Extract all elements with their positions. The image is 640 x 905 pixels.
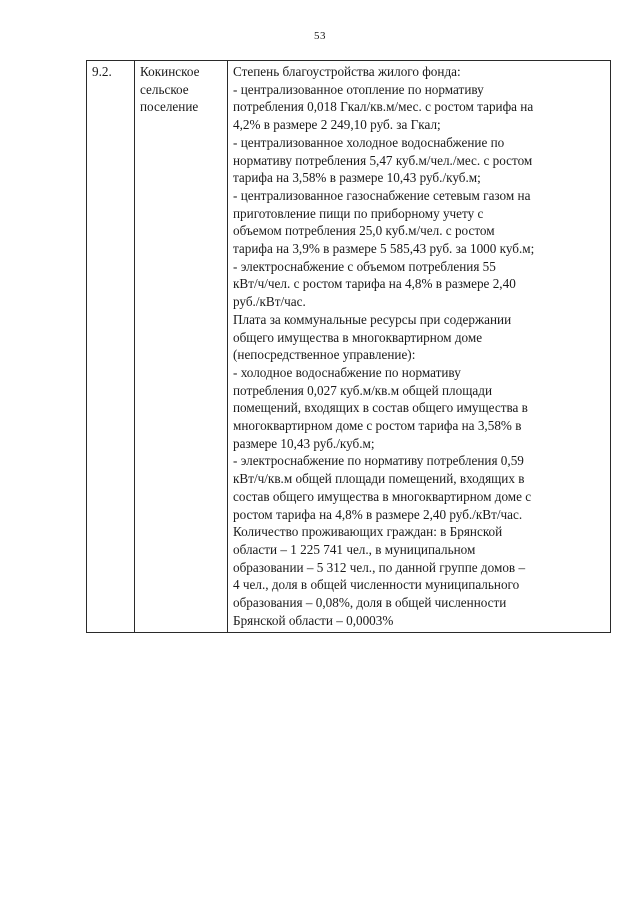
description-line: - централизованное газоснабжение сетевым газом на xyxy=(233,187,531,203)
description-line: - централизованное холодное водоснабжение по xyxy=(233,134,505,150)
description-line: - электроснабжение по нормативу потребления 0,59 xyxy=(233,453,524,469)
description-line: - электроснабжение с объемом потребления 55 xyxy=(233,258,496,274)
description-line: 4 чел., доля в общей численности муниципального xyxy=(233,577,520,593)
description-line: Количество проживающих граждан: в Брянской xyxy=(233,524,503,540)
description-line: потребления 0,018 Гкал/кв.м/мес. с ростом тарифа на xyxy=(233,99,534,115)
row-number: 9.2. xyxy=(92,64,112,79)
description-line: кВт/ч/чел. с ростом тарифа на 4,8% в размере 2,40 xyxy=(233,276,516,292)
description-cell xyxy=(228,61,611,633)
description-line: общего имущества в многоквартирном доме xyxy=(233,329,483,345)
description-line: приготовление пищи по приборному учету с xyxy=(233,205,484,221)
settlement-name-cell xyxy=(135,61,228,633)
settlement-name-line: Кокинское xyxy=(140,64,200,79)
description-line: тарифа на 3,9% в размере 5 585,43 руб. за 1000 куб.м; xyxy=(233,241,535,257)
description-line: - централизованное отопление по нормативу xyxy=(233,81,484,97)
description-line: нормативу потребления 5,47 куб.м/чел./мес. с ростом xyxy=(233,152,533,168)
description-line: образования – 0,08%, доля в общей численности xyxy=(233,595,507,611)
settlement-name-line: поселение xyxy=(140,99,199,115)
description-line: состав общего имущества в многоквартирном доме с xyxy=(233,488,532,504)
settlement-name-line: сельское xyxy=(140,81,189,97)
page-number: 53 xyxy=(314,30,326,42)
description-line: руб./кВт/час. xyxy=(233,294,306,310)
description-line: размере 10,43 руб./куб.м; xyxy=(233,435,375,451)
description-line: тарифа на 3,58% в размере 10,43 руб./куб.м; xyxy=(233,170,481,186)
description-line: области – 1 225 741 чел., в муниципальном xyxy=(233,541,476,557)
description-line: потребления 0,027 куб.м/кв.м общей площади xyxy=(233,382,493,398)
description-line: ростом тарифа на 4,8% в размере 2,40 руб./кВт/час. xyxy=(233,506,523,522)
table-row xyxy=(87,61,611,633)
description-line: Степень благоустройства жилого фонда: xyxy=(233,64,461,79)
description-line: объемом потребления 25,0 куб.м/чел. с ростом xyxy=(233,223,495,239)
description-line: многоквартирном доме с ростом тарифа на 3,58% в xyxy=(233,418,522,434)
description-line: Брянской области – 0,0003% xyxy=(233,612,394,628)
description-line: кВт/ч/кв.м общей площади помещений, входящих в xyxy=(233,471,525,487)
description-line: 4,2% в размере 2 249,10 руб. за Гкал; xyxy=(233,117,441,133)
description-line: - холодное водоснабжение по нормативу xyxy=(233,364,461,380)
description-line: образовании – 5 312 чел., по данной группе домов – xyxy=(233,559,526,575)
description-line: помещений, входящих в состав общего имущества в xyxy=(233,400,528,416)
row-number-cell xyxy=(87,61,135,633)
description-line: (непосредственное управление): xyxy=(233,347,416,363)
description-line: Плата за коммунальные ресурсы при содержании xyxy=(233,311,512,327)
tariff-table xyxy=(86,60,611,633)
